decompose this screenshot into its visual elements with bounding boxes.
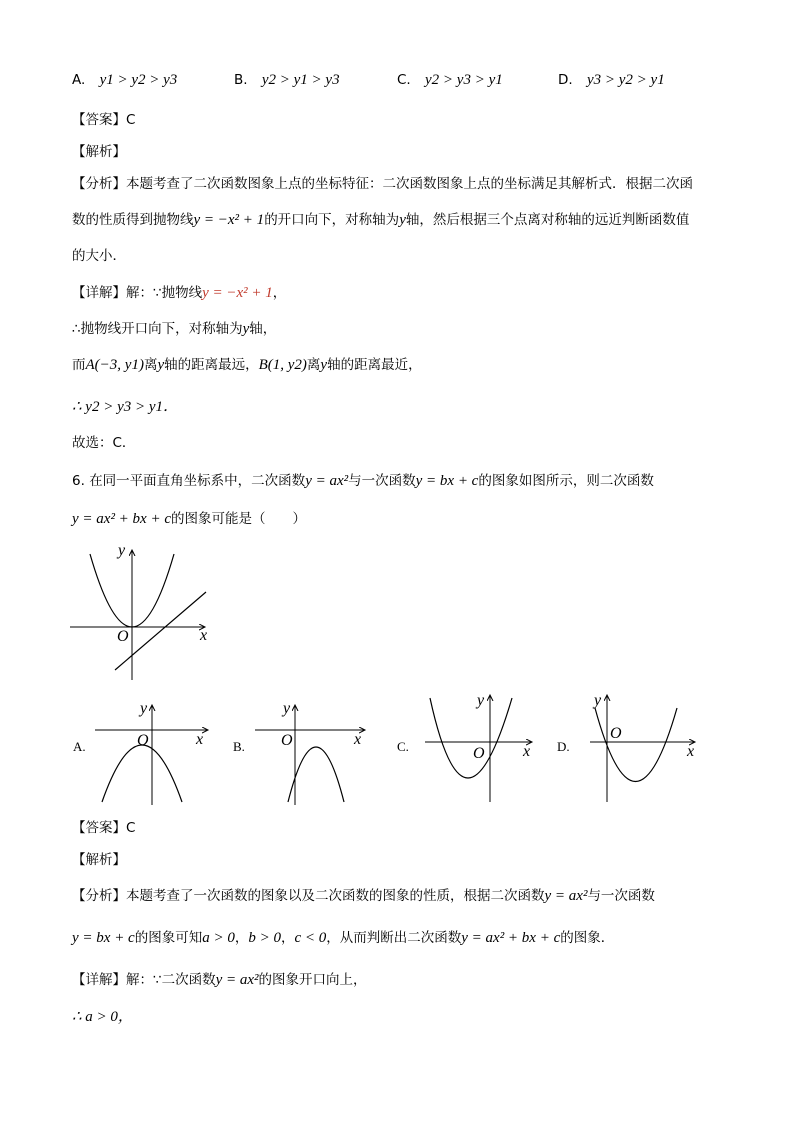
q5-detail-line3: 而A(−3, y1)离y轴的距离最远，B(1, y2)离y轴的距离最近， — [72, 357, 422, 373]
origin-label: O — [610, 725, 622, 742]
option-label: B. — [234, 72, 248, 88]
choice-c-graph[interactable] — [420, 690, 545, 810]
option-label: C. — [397, 72, 411, 88]
choice-d-graph[interactable] — [585, 690, 710, 810]
option-expr: y2 > y3 > y1 — [425, 72, 503, 88]
line-graph — [115, 592, 206, 670]
x-axis-label: x — [354, 731, 362, 748]
question-number: 6. — [72, 473, 85, 489]
q5-option-c[interactable] — [397, 72, 503, 89]
origin-label: O — [137, 732, 149, 749]
q6-stem-line1: 6. 在同一平面直角坐标系中，二次函数y = ax²与一次函数y = bx + c的图象如图所示，则二次函数 — [72, 473, 654, 489]
choice-a-graph[interactable] — [90, 700, 220, 810]
choice-a-label[interactable]: A. — [73, 739, 86, 754]
option-label: A. — [72, 72, 86, 88]
point-a: A(−3, y1) — [85, 357, 144, 373]
y-axis-label: y — [594, 692, 602, 709]
q5-answer — [72, 108, 135, 128]
q5-detail-line4: ∴ y2 > y3 > y1． — [72, 399, 179, 415]
q6-answer — [72, 816, 135, 836]
x-axis-label: x — [200, 627, 208, 644]
q5-option-d[interactable] — [558, 72, 665, 89]
formula: y = −x² + 1 — [193, 212, 265, 228]
x-axis-label: x — [523, 743, 531, 760]
q6-analysis-tag: 【解析】 — [72, 852, 126, 868]
x-axis-label: x — [687, 743, 695, 760]
choice-c-label[interactable]: C. — [397, 739, 409, 754]
q5-option-a[interactable] — [72, 72, 177, 89]
fenxi-tag: 【分析】 — [72, 888, 126, 904]
q5-option-b[interactable] — [234, 72, 340, 89]
q6-stem-line2: y = ax² + bx + c的图象可能是（ ） — [72, 511, 306, 527]
formula: y = ax² — [544, 888, 588, 904]
y-axis-label: y — [477, 692, 485, 709]
choice-b-graph[interactable] — [250, 700, 380, 810]
choice-d-label[interactable]: D. — [557, 739, 570, 754]
formula: y = ax² + bx + c — [461, 930, 561, 946]
formula: y = −x² + 1 — [202, 285, 273, 301]
answer-tag: 【答案】 — [72, 112, 126, 128]
q6-detail-line2: ∴ a > 0， — [72, 1009, 133, 1025]
y-axis-label: y — [283, 700, 291, 717]
q6-fenxi-line2: y = bx + c的图象可知a > 0，b > 0，c < 0，从而判断出二次函数y = ax² + bx + c的图象． — [72, 930, 615, 946]
q5-detail-line1: 【详解】解：∵抛物线y = −x² + 1， — [72, 285, 287, 301]
q5-fenxi-line1: 【分析】本题考查了二次函数图象上点的坐标特征：二次函数图象上点的坐标满足其解析式．根据二次函 — [72, 176, 693, 192]
option-expr: y3 > y2 > y1 — [586, 72, 665, 88]
formula: y = bx + c — [72, 930, 135, 946]
parabola-curve — [102, 745, 182, 802]
formula: y = ax² + bx + c — [72, 511, 171, 527]
origin-label: O — [281, 732, 293, 749]
q5-analysis-tag: 【解析】 — [72, 144, 126, 160]
parabola-curve — [288, 747, 344, 802]
q6-fenxi-line1: 【分析】本题考查了一次函数的图象以及二次函数的图象的性质，根据二次函数y = ax²与一次函数 — [72, 888, 655, 904]
formula: y = ax² — [215, 972, 259, 988]
parabola-curve — [430, 698, 512, 778]
point-b: B(1, y2) — [258, 357, 307, 373]
q5-choose: 故选：C． — [72, 435, 136, 451]
detail-tag: 【详解】 — [72, 285, 126, 301]
y-axis-label: y — [118, 542, 126, 559]
formula: y = ax² — [305, 473, 349, 489]
answer-tag: 【答案】 — [72, 820, 126, 836]
detail-tag: 【详解】 — [72, 972, 126, 988]
origin-label: O — [117, 628, 129, 645]
y-axis-label: y — [140, 700, 148, 717]
q5-detail-line2: ∴抛物线开口向下，对称轴为y轴， — [72, 321, 277, 337]
q5-fenxi-line2: 数的性质得到抛物线y = −x² + 1的开口向下，对称轴为y轴，然后根据三个点离对称轴的远近判断函数值 — [72, 212, 690, 228]
q5-fenxi-line3: 的大小． — [72, 248, 126, 264]
answer-value: C — [126, 112, 136, 128]
option-expr: y2 > y1 > y3 — [261, 72, 340, 88]
formula: y = bx + c — [415, 473, 479, 489]
option-label: D. — [558, 72, 573, 88]
option-expr: y1 > y2 > y3 — [99, 72, 178, 88]
answer-value: C — [126, 820, 136, 836]
origin-label: O — [473, 745, 485, 762]
fenxi-tag: 【分析】 — [72, 176, 126, 192]
q6-detail-line1: 【详解】解：∵二次函数y = ax²的图象开口向上， — [72, 972, 367, 988]
main-figure — [60, 540, 220, 690]
x-axis-label: x — [196, 731, 204, 748]
choice-b-label[interactable]: B. — [233, 739, 245, 754]
